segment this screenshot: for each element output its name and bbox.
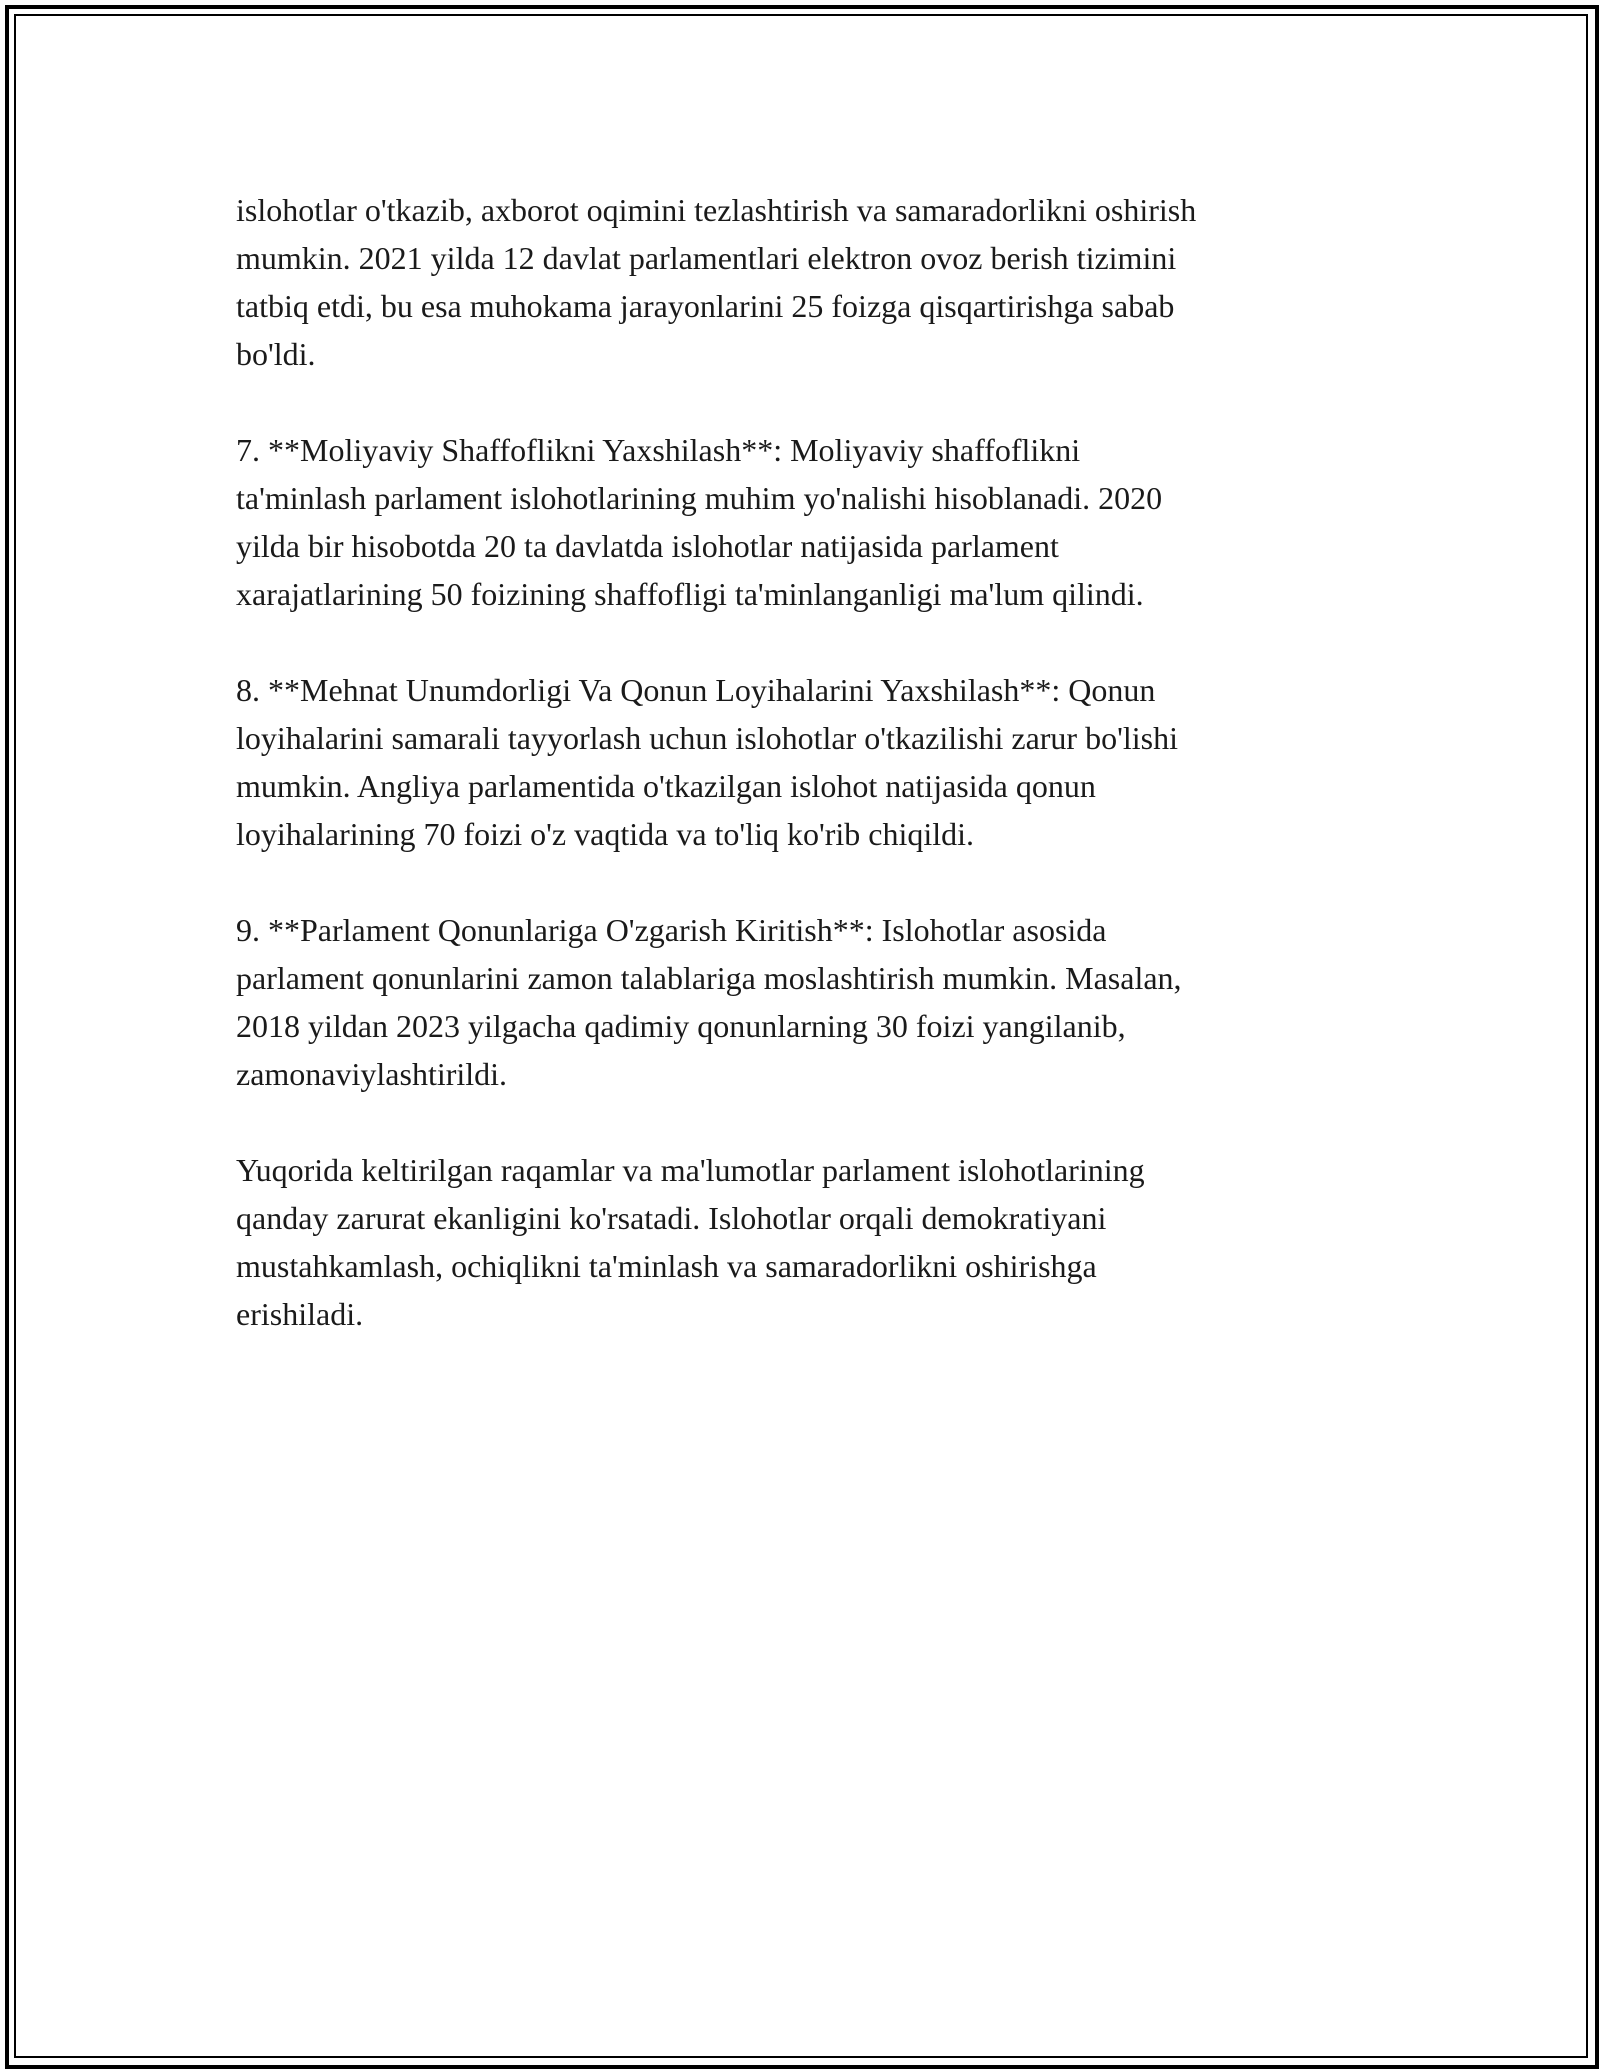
text-line: ta'minlash parlament islohotlarining muhim yo'nalishi hisoblanadi. 2020: [236, 480, 1163, 516]
paragraph-intro-continuation: [236, 186, 1366, 378]
text-line: 9. **Parlament Qonunlariga O'zgarish Kiritish**: Islohotlar asosida: [236, 912, 1107, 948]
text-line: parlament qonunlarini zamon talablariga moslashtirish mumkin. Masalan,: [236, 960, 1182, 996]
text-line: mumkin. Angliya parlamentida o'tkazilgan islohot natijasida qonun: [236, 768, 1096, 804]
text-line: Yuqorida keltirilgan raqamlar va ma'lumotlar parlament islohotlarining: [236, 1152, 1145, 1188]
paragraph-item-9: [236, 906, 1366, 1098]
paragraph-conclusion: [236, 1146, 1366, 1338]
text-line: loyihalarining 70 foizi o'z vaqtida va to'liq ko'rib chiqildi.: [236, 816, 975, 852]
text-line: xarajatlarining 50 foizining shaffofligi ta'minlanganligi ma'lum qilindi.: [236, 576, 1144, 612]
document-body: [236, 186, 1366, 1386]
paragraph-item-8: [236, 666, 1366, 858]
text-line: loyihalarini samarali tayyorlash uchun islohotlar o'tkazilishi zarur bo'lishi: [236, 720, 1178, 756]
paragraph-item-7: [236, 426, 1366, 618]
text-line: 7. **Moliyaviy Shaffoflikni Yaxshilash**: Moliyaviy shaffoflikni: [236, 432, 1081, 468]
text-line: bo'ldi.: [236, 336, 316, 372]
text-line: mumkin. 2021 yilda 12 davlat parlamentlari elektron ovoz berish tizimini: [236, 240, 1177, 276]
text-line: islohotlar o'tkazib, axborot oqimini tezlashtirish va samaradorlikni oshirish: [236, 192, 1197, 228]
text-line: mustahkamlash, ochiqlikni ta'minlash va samaradorlikni oshirishga: [236, 1248, 1097, 1284]
text-line: qanday zarurat ekanligini ko'rsatadi. Islohotlar orqali demokratiyani: [236, 1200, 1107, 1236]
text-line: 2018 yildan 2023 yilgacha qadimiy qonunlarning 30 foizi yangilanib,: [236, 1008, 1126, 1044]
text-line: yilda bir hisobotda 20 ta davlatda islohotlar natijasida parlament: [236, 528, 1059, 564]
text-line: erishiladi.: [236, 1296, 364, 1332]
text-line: 8. **Mehnat Unumdorligi Va Qonun Loyihalarini Yaxshilash**: Qonun: [236, 672, 1156, 708]
text-line: zamonaviylashtirildi.: [236, 1056, 508, 1092]
text-line: tatbiq etdi, bu esa muhokama jarayonlarini 25 foizga qisqartirishga sabab: [236, 288, 1175, 324]
